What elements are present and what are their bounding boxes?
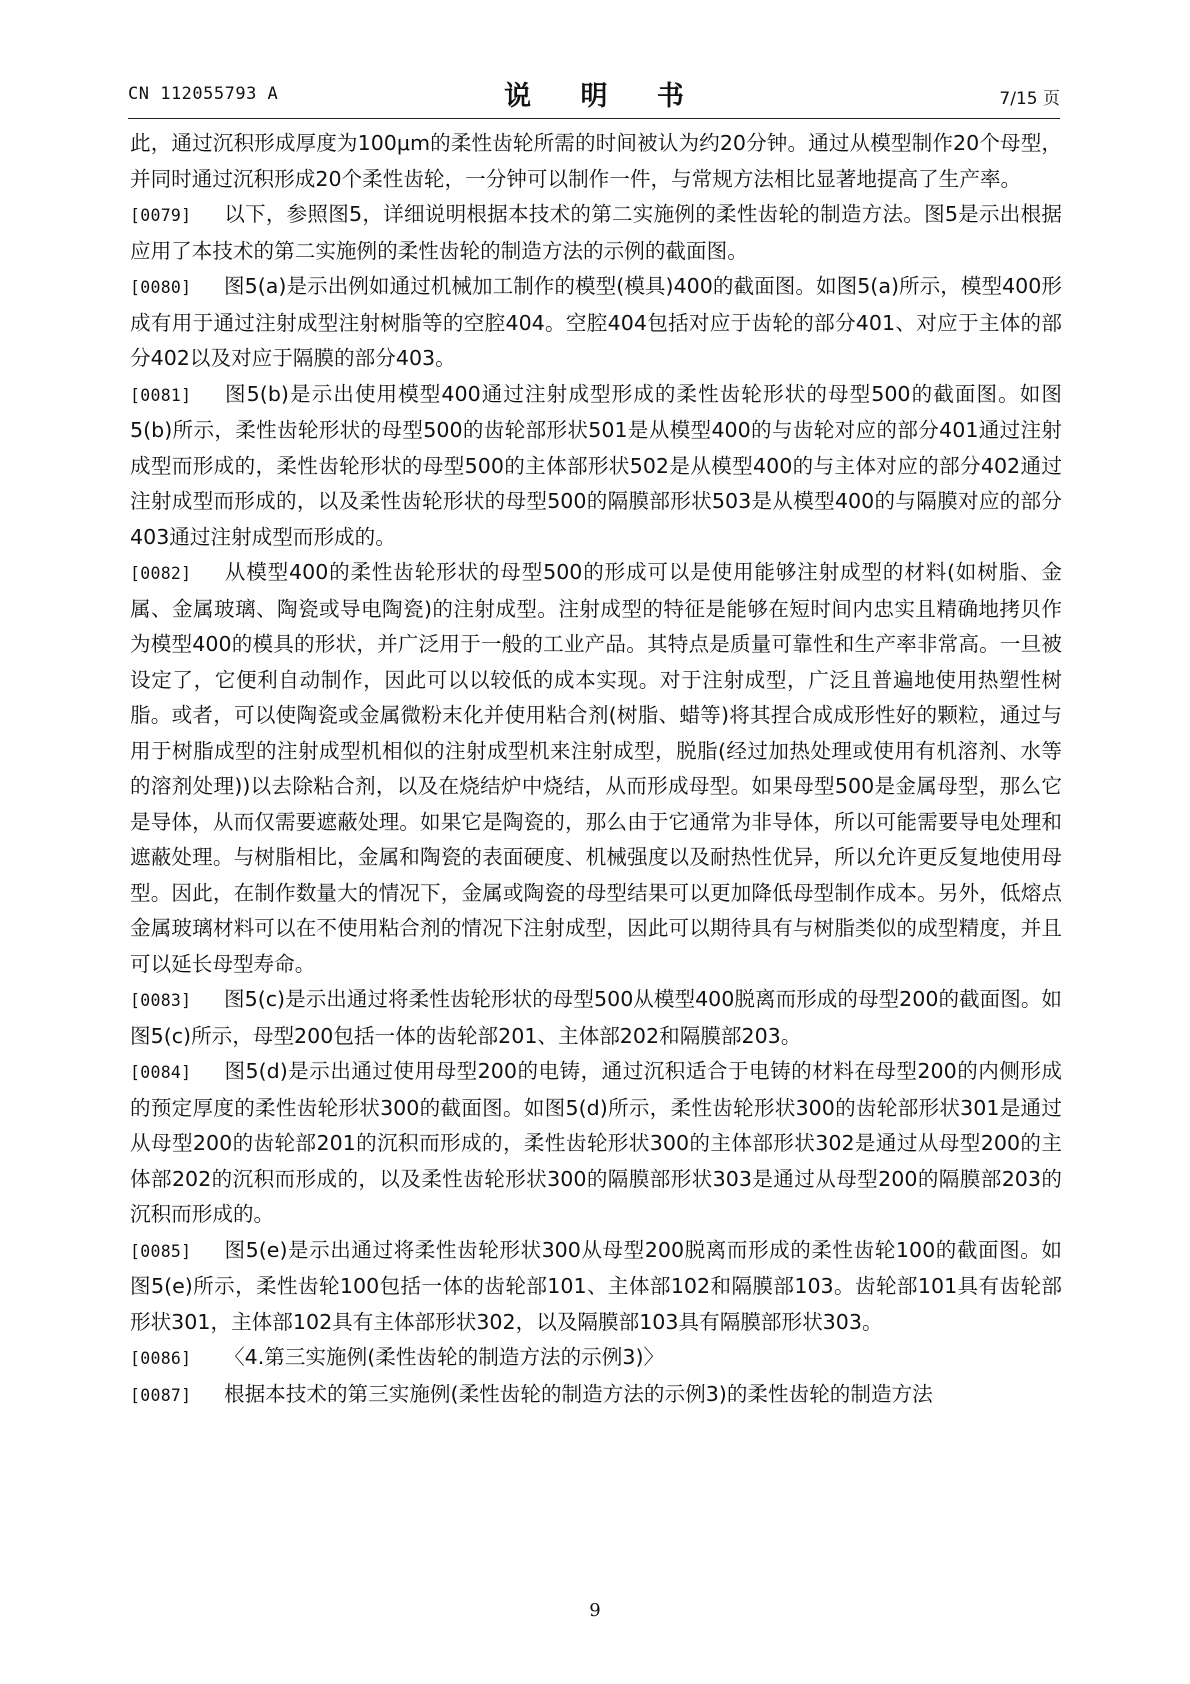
paragraph-number: [0080] [130,278,192,297]
paragraph [130,126,1062,197]
paragraph-number: [0085] [130,1241,192,1261]
paragraph-text: 根据本技术的第三实施例(柔性齿轮的制造方法的示例3)的柔性齿轮的制造方法 [224,1381,933,1406]
paragraph-text: 以下，参照图5，详细说明根据本技术的第二实施例的柔性齿轮的制造方法。图5是示出根据应用了本技术的第二实施例的柔性齿轮的制造方法的示例的截面图。 [130,202,1062,263]
page-header [128,74,1060,116]
document-body [130,126,1062,1413]
page-count: 7/15 页 [999,89,1060,109]
paragraph [130,982,1062,1054]
paragraph [130,1340,1062,1377]
paragraph-number: [0086] [130,1349,192,1368]
paragraph-text: 图5(d)是示出通过使用母型200的电铸，通过沉积适合于电铸的材料在母型200的内侧形成的预定厚度的柔性齿轮形状300的截面图。如图5(d)所示，柔性齿轮形状300的齿轮部形状301是通过从母型200的齿轮部201的沉积而形成的，柔性齿轮形状300的主体部形状302是通过从母型200的主体部202的沉积而形成的，以及柔性齿轮形状300的隔膜部形状303是通过从母型200的隔膜部203的沉积而形成的。 [130,1059,1062,1226]
document-title: 说 明 书 [504,81,704,112]
paragraph-text: 从模型400的柔性齿轮形状的母型500的形成可以是使用能够注射成型的材料(如树脂、金属、金属玻璃、陶瓷或导电陶瓷)的注射成型。注射成型的特征是能够在短时间内忠实且精确地拷贝作为模型400的模具的形状，并广泛用于一般的工业产品。其特点是质量可靠性和生产率非常高。一旦被设定了，它便利自动制作，因此可以以较低的成本实现。对于注射成型，广泛且普遍地使用热塑性树脂。或者，可以使陶瓷或金属微粉末化并使用粘合剂(树脂、蜡等)将其捏合成成形性好的颗粒，通过与用于树脂成型的注射成型机相似的注射成型机来注射成型，脱脂(经过加热处理或使用有机溶剂、水等的溶剂处理))以去除粘合剂，以及在烧结炉中烧结，从而形成母型。如果母型500是金属母型，那么它是导体，从而仅需要遮蔽处理。如果它是陶瓷的，那么由于它通常为非导体，所以可能需要导电处理和遮蔽处理。与树脂相比，金属和陶瓷的表面硬度、机械强度以及耐热性优异，所以允许更反复地使用母型。因此，在制作数量大的情况下，金属或陶瓷的母型结果可以更加降低母型制作成本。另外，低熔点金属玻璃材料可以在不使用粘合剂的情况下注射成型，因此可以期待具有与树脂类似的成型精度，并且可以延长母型寿命。 [130,560,1062,976]
paragraph [130,555,1062,982]
paragraph-text: 图5(a)是示出例如通过机械加工制作的模型(模具)400的截面图。如图5(a)所示，模型400形成有用于通过注射成型注射树脂等的空腔404。空腔404包括对应于齿轮的部分401、对应于主体的部分402以及对应于隔膜的部分403。 [130,274,1062,370]
section-heading: 〈4.第三实施例(柔性齿轮的制造方法的示例3)〉 [224,1345,665,1369]
paragraph-text: 图5(c)是示出通过将柔性齿轮形状的母型500从模型400脱离而形成的母型200的截面图。如图5(c)所示，母型200包括一体的齿轮部201、主体部202和隔膜部203。 [130,987,1063,1048]
publication-number: CN 112055793 A [128,84,279,104]
paragraph-number: [0084] [130,1063,192,1082]
paragraph [130,269,1062,377]
paragraph-number: [0079] [130,206,192,225]
paragraph [130,1377,1062,1414]
paragraph [130,1054,1062,1233]
paragraph-text: 此，通过沉积形成厚度为100μm的柔性齿轮所需的时间被认为约20分钟。通过从模型制作20个母型，并同时通过沉积形成20个柔性齿轮，一分钟可以制作一件，与常规方法相比显著地提高了生产率。 [130,131,1062,191]
paragraph-text: 图5(b)是示出使用模型400通过注射成型形成的柔性齿轮形状的母型500的截面图。如图5(b)所示，柔性齿轮形状的母型500的齿轮部形状501是从模型400的与齿轮对应的部分401通过注射成型而形成的，柔性齿轮形状的母型500的主体部形状502是从模型400的与主体对应的部分402通过注射成型而形成的，以及柔性齿轮形状的母型500的隔膜部形状503是从模型400的与隔膜对应的部分403通过注射成型而形成的。 [130,381,1062,549]
page-number: 9 [589,1600,601,1621]
header-divider [128,118,1060,119]
paragraph-number: [0081] [130,385,192,405]
paragraph [130,197,1062,269]
paragraph-number: [0087] [130,1385,192,1405]
paragraph [130,377,1062,556]
paragraph-number: [0083] [130,991,192,1010]
paragraph [130,1233,1062,1341]
paragraph-number: [0082] [130,564,192,583]
paragraph-text: 图5(e)是示出通过将柔性齿轮形状300从母型200脱离而形成的柔性齿轮100的截面图。如图5(e)所示，柔性齿轮100包括一体的齿轮部101、主体部102和隔膜部103。齿轮部101具有齿轮部形状301，主体部102具有主体部形状302，以及隔膜部103具有隔膜部形状303。 [130,1237,1062,1334]
